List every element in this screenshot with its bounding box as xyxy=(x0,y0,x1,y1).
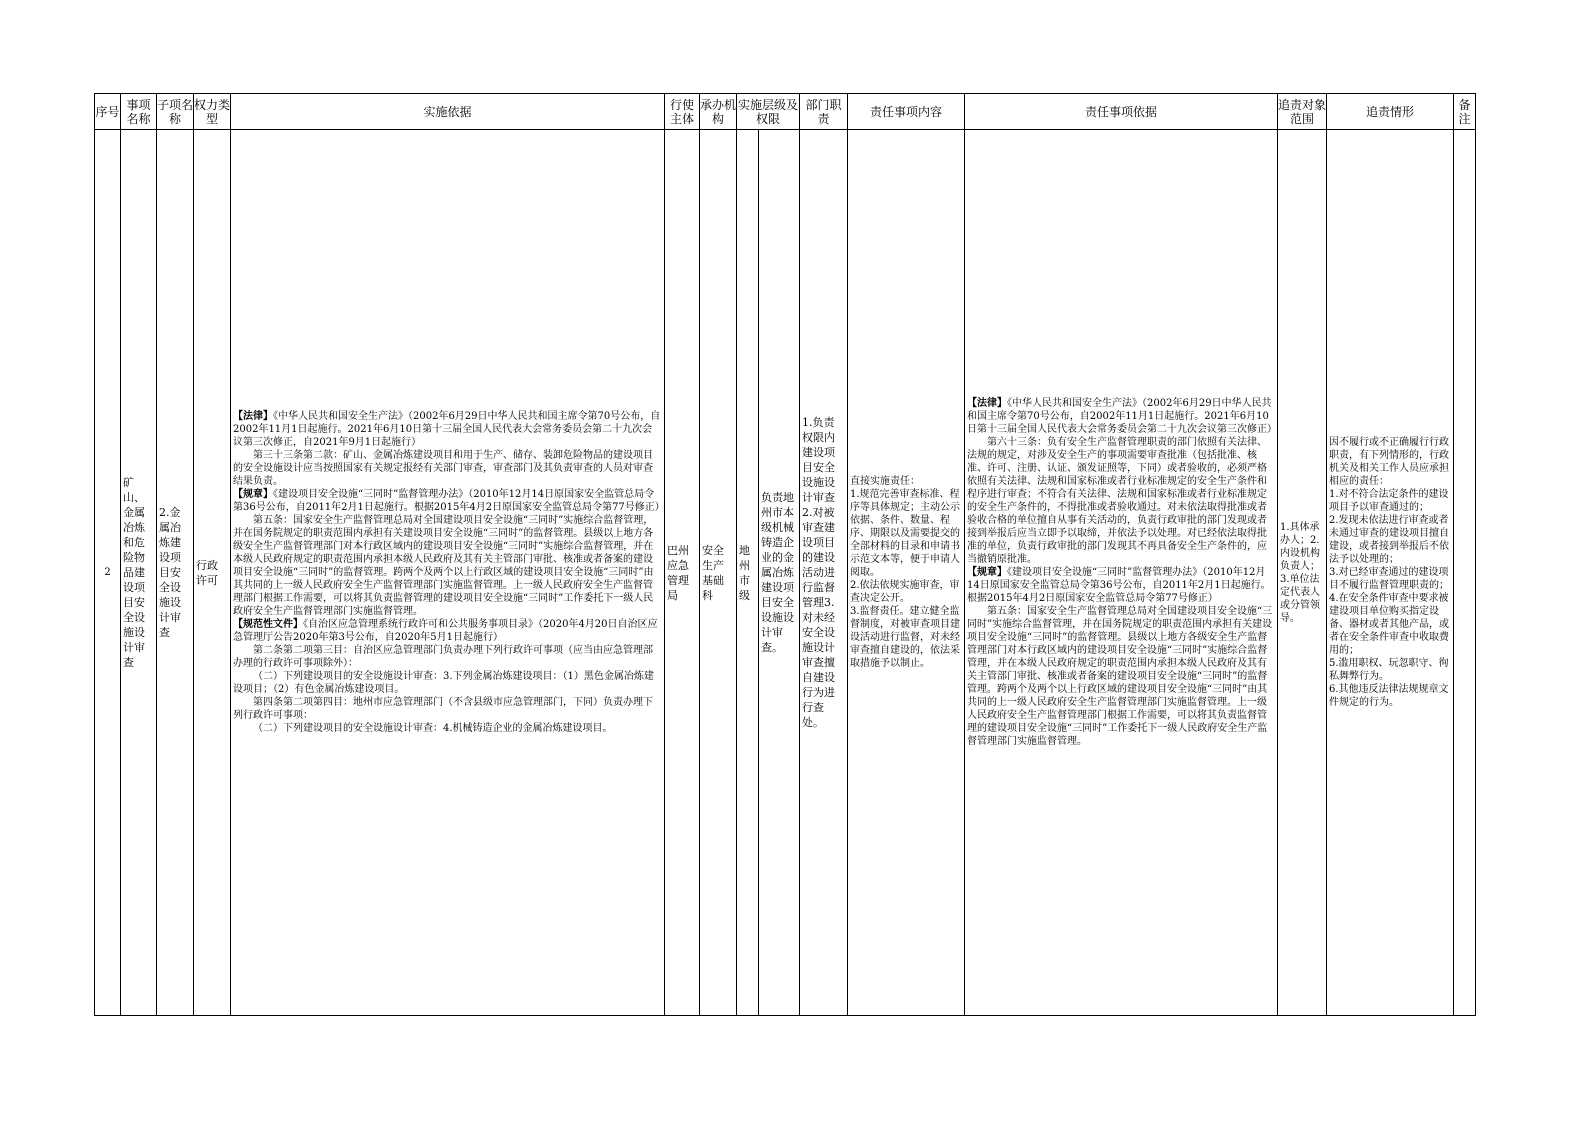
header-situation: 追责情形 xyxy=(1327,94,1454,130)
resp-basis-rule-article: 第五条：国家安全生产监督管理总局对全国建设项目安全设施“三同时”实施综合监督管理，并在国务院规定的职责范围内承担有关建设项目安全设施“三同时”的监督管理。县级以上地方各级安全生产监督管理部门对本行政区域内的建设项目安全设施“三同时”实施综合监督管理，并在本级人民政府规定的职责范围内承担本级人民政府及其有关主管部门审批、核准或者备案的建设项目安全设施“三同时”的监督管理。跨两个及两个以上行政区域的建设项目安全设施“三同时”由其共同的上一级人民政府安全生产监督管理部门实施监督管理。上一级人民政府安全生产监督管理部门根据工作需要，可以将其负责监督管理的建设项目安全设施“三同时”工作委托下一级人民政府安全生产监督管理部门实施监督管理。 xyxy=(967,606,1273,747)
resp-basis-law-text: 《中华人民共和国安全生产法》（2002年6月29日中华人民共和国主席令第70号公布，自2002年11月1日起施行。2021年6月10日第十三届全国人民代表大会常务委员会第二十九次会议第三次修正） xyxy=(967,398,1278,435)
basis-law-article: 第三十三条第二款：矿山、金属冶炼建设项目和用于生产、储存、装卸危险物品的建设项目的安全设施设计应当按照国家有关规定报经有关部门审查，审查部门及其负责审查的人员对审查结果负责。 xyxy=(233,450,653,487)
resp-basis-law-tag: 【法律】 xyxy=(967,398,1008,409)
basis-rule-text: 《建设项目安全设施“三同时”监督管理办法》（2010年12月14日原国家安全监管总局令第36号公布，自2011年2月1日起施行。根据2015年4月2日原国家安全监管总局令第77号修正） xyxy=(233,489,665,513)
resp-content-intro: 直接实施责任： xyxy=(850,476,921,487)
cell-no: 2 xyxy=(95,130,121,1016)
basis-rule-tag: 【规章】 xyxy=(233,489,273,500)
header-resp-content: 责任事项内容 xyxy=(848,94,965,130)
cell-resp-basis xyxy=(965,130,1278,1016)
resp-content-item-3: 3.监督责任。建立健全监督制度，对被审查项目建设活动进行监督，对未经审查擅自建设的，依法采取措施予以制止。 xyxy=(850,606,961,669)
header-level: 实施层级及权限 xyxy=(737,94,800,130)
resp-content-item-2: 2.依法依规实施审查，审查决定公开。 xyxy=(850,580,960,604)
cell-situation xyxy=(1327,130,1454,1016)
header-power-type: 权力类型 xyxy=(194,94,231,130)
situation-item-2: 2.发现未依法进行审查或者未通过审查的建设项目擅自建设，或者接到举报后不依法予以处理的； xyxy=(1329,515,1450,565)
resp-basis-law-article: 第六十三条：负有安全生产监督管理职责的部门依照有关法律、法规的规定，对涉及安全生产的事项需要审查批准（包括批准、核准、许可、注册、认证、颁发证照等，下同）或者验收的，必须严格依照有关法律、法规和国家标准或者行业标准规定的安全生产条件和程序进行审查；不符合有关法律、法规和国家标准或者行业标准规定的安全生产条件的，不得批准或者验收通过。对未依法取得批准或者验收合格的单位擅自从事有关活动的，负责行政审批的部门发现或者接到举报后应当立即予以取缔，并依法予以处理。对已经依法取得批准的单位，负责行政审批的部门发现其不再具备安全生产条件的，应当撤销原批准。 xyxy=(967,437,1268,565)
table-row xyxy=(95,130,1476,1016)
resp-basis-rule-tag: 【规章】 xyxy=(967,567,1008,578)
situation-item-3: 3.对已经审查通过的建设项目不履行监督管理职责的； xyxy=(1329,567,1450,591)
situation-item-4: 4.在安全条件审查中要求被建设项目单位购买指定设备、器材或者其他产品，或者在安全条件审查中收取费用的； xyxy=(1329,593,1450,656)
header-agency: 承办机构 xyxy=(700,94,737,130)
header-note: 备注 xyxy=(1454,94,1476,130)
cell-subject: 巴州应急管理局 xyxy=(665,130,700,1016)
basis-norm xyxy=(233,618,662,644)
cell-item-name: 矿山、金属冶炼和危险物品建设项目安全设施设计审查 xyxy=(121,130,157,1016)
power-list-table xyxy=(94,93,1476,1016)
basis-law xyxy=(233,410,662,449)
basis-norm-article-3: 第四条第二项第四目：地州市应急管理部门（不含县级市应急管理部门，下同）负责办理下列行政许可事项： xyxy=(233,697,653,721)
basis-norm-tag: 【规范性文件】 xyxy=(233,619,303,630)
resp-basis-rule-text: 《建设项目安全设施“三同时”监督管理办法》（2010年12月14日原国家安全监管总局令第36号公布，自2011年2月1日起施行。根据2015年4月2日原国家安全监管总局令第77号修正） xyxy=(967,567,1271,604)
resp-basis-law xyxy=(967,397,1278,436)
cell-agency: 安全生产基础科 xyxy=(700,130,737,1016)
header-scope: 追责对象范围 xyxy=(1278,94,1327,130)
basis-law-text: 《中华人民共和国安全生产法》（2002年6月29日中华人民共和国主席令第70号公布，自2002年11月1日起施行。2021年6月10日第十三届全国人民代表大会常务委员会第二十九次会议第三次修正，自2021年9月1日起施行） xyxy=(233,411,661,448)
resp-content-item-1: 1.规范完善审查标准、程序等具体规定；主动公示依据、条件、数量、程序、期限以及需要提交的全部材料的目录和申请书示范文本等，便于申请人阅取。 xyxy=(850,489,961,578)
situation-item-1: 1.对不符合法定条件的建设项目予以审查通过的； xyxy=(1329,489,1449,513)
basis-rule-article: 第五条：国家安全生产监督管理总局对全国建设项目安全设施“三同时”实施综合监督管理，并在国务院规定的职责范围内承担有关建设项目安全设施“三同时”的监督管理。县级以上地方各级安全生产监督管理部门对本行政区域内的建设项目安全设施“三同时”实施综合监督管理，并在本级人民政府规定的职责范围内承担本级人民政府及其有关主管部门审批、核准或者备案的建设项目安全设施“三同时”的监督管理。跨两个及两个以上行政区域的建设项目安全设施“三同时”由其共同的上一级人民政府安全生产监督管理部门实施监督管理。上一级人民政府安全生产监督管理部门根据工作需要，可以将其负责监督管理的建设项目安全设施“三同时”工作委托下一级人民政府安全生产监督管理部门实施监督管理。 xyxy=(233,515,654,617)
header-row xyxy=(95,94,1476,130)
cell-scope: 1.具体承办人；2.内设机构负责人；3.单位法定代表人或分管领导。 xyxy=(1278,130,1327,1016)
basis-norm-article-1: 第二条第二项第三目：自治区应急管理部门负责办理下列行政许可事项（应当由应急管理部办理的行政许可事项除外）： xyxy=(233,645,653,669)
header-subject: 行使主体 xyxy=(665,94,700,130)
header-no: 序号 xyxy=(95,94,121,130)
header-resp-basis: 责任事项依据 xyxy=(965,94,1278,130)
cell-resp-content xyxy=(848,130,965,1016)
basis-norm-article-4: （二）下列建设项目的安全设施设计审查：4.机械铸造企业的金属冶炼建设项目。 xyxy=(253,723,613,734)
cell-level-a: 地州市级 xyxy=(737,130,759,1016)
cell-power-type: 行政许可 xyxy=(194,130,231,1016)
situation-intro: 因不履行或不正确履行行政职责，有下列情形的，行政机关及相关工作人员应承担相应的责任： xyxy=(1329,437,1450,487)
header-basis: 实施依据 xyxy=(231,94,665,130)
situation-item-6: 6.其他违反法律法规规章文件规定的行为。 xyxy=(1329,684,1449,708)
cell-basis xyxy=(231,130,665,1016)
header-duty: 部门职责 xyxy=(800,94,848,130)
basis-norm-text: 《自治区应急管理系统行政许可和公共服务事项目录》（2020年4月20日自治区应急管理厅公告2020年第3号公布，自2020年5月1日起施行） xyxy=(233,619,658,643)
resp-basis-rule xyxy=(967,566,1275,605)
cell-duty: 1.负责权限内建设项目安全设施设计审查2.对被审查建设项目的建设活动进行监督管理3.对未经安全设施设计审查擅自建设行为进行查处。 xyxy=(800,130,848,1016)
cell-note xyxy=(1454,130,1476,1016)
cell-level-b: 负责地州市本级机械铸造企业的金属冶炼建设项目安全设施设计审查。 xyxy=(759,130,800,1016)
basis-norm-article-2: （二）下列建设项目的安全设施设计审查：3.下列金属冶炼建设项目：（1）黑色金属冶炼建设项目；（2）有色金属冶炼建设项目。 xyxy=(233,671,654,695)
basis-law-tag: 【法律】 xyxy=(233,411,273,422)
header-item-name: 事项名称 xyxy=(121,94,157,130)
situation-item-5: 5.滥用职权、玩忽职守、徇私舞弊行为。 xyxy=(1329,658,1449,682)
cell-sub-item: 2.金属冶炼建设项目安全设施设计审查 xyxy=(157,130,194,1016)
header-sub-item: 子项名称 xyxy=(157,94,194,130)
basis-rule xyxy=(233,488,665,514)
